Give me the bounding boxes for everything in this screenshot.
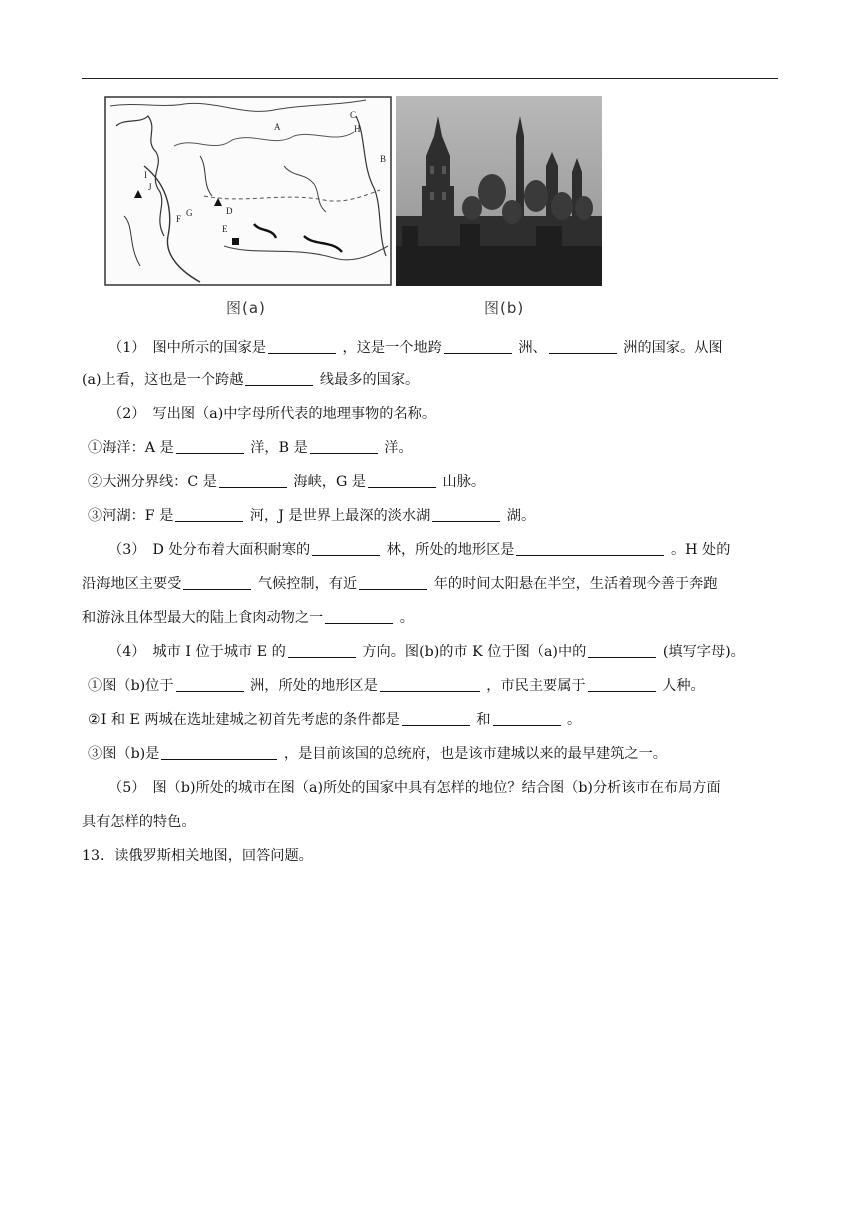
- answer-blank[interactable]: [432, 507, 500, 522]
- q4-sub-2: [88, 710, 860, 730]
- header-rule: [82, 78, 778, 79]
- answer-blank[interactable]: [312, 541, 380, 556]
- q1-line-2: [82, 370, 860, 390]
- map-label-e: E: [222, 224, 228, 234]
- q3-text: 年的时间太阳悬在半空，生活着现今善于奔跑: [433, 576, 718, 592]
- answer-blank[interactable]: [516, 541, 664, 556]
- q4-text: ，市民主要属于: [486, 678, 586, 694]
- q4-text: 洲，所处的地形区是: [250, 678, 378, 694]
- map-label-f: F: [176, 214, 182, 224]
- map-label-i: I: [144, 170, 147, 180]
- map-label-g: G: [186, 208, 193, 218]
- q3-line-1: [108, 540, 860, 560]
- q13-heading: 13．读俄罗斯相关地图，回答问题。: [82, 848, 313, 864]
- map-label-h: H: [354, 124, 361, 134]
- figure-a-caption: 图(a): [226, 299, 266, 317]
- answer-blank[interactable]: [444, 339, 512, 354]
- answer-blank[interactable]: [380, 677, 480, 692]
- map-label-b: B: [380, 154, 387, 164]
- q2-text: ③河湖：F 是: [88, 508, 174, 524]
- answer-blank[interactable]: [183, 575, 251, 590]
- answer-blank[interactable]: [310, 439, 378, 454]
- q3-line-3: [82, 608, 860, 628]
- answer-blank[interactable]: [219, 473, 287, 488]
- q3-text: （3） D 处分布着大面积耐寒的: [108, 542, 311, 558]
- answer-blank[interactable]: [176, 439, 244, 454]
- q5-line-2: 具有怎样的特色。: [82, 814, 196, 830]
- answer-blank[interactable]: [588, 643, 656, 658]
- q4-text: 。: [567, 712, 582, 728]
- answer-blank[interactable]: [493, 711, 561, 726]
- answer-blank[interactable]: [268, 339, 336, 354]
- q3-text: 。H 处的: [670, 542, 731, 558]
- q1-text: ，这是一个地跨: [342, 340, 442, 356]
- figure-b-caption: 图(b): [484, 299, 525, 317]
- q1-text: (a)上看，这也是一个跨越: [82, 372, 244, 388]
- map-label-c: C: [350, 110, 357, 120]
- q4-text: （4） 城市 I 位于城市 E 的: [108, 644, 286, 660]
- answer-blank[interactable]: [245, 371, 313, 386]
- q1-text: 洲的国家。从图: [623, 340, 723, 356]
- q2-line-1: （2） 写出图（a)中字母所代表的地理事物的名称。: [108, 406, 437, 422]
- answer-blank[interactable]: [288, 643, 356, 658]
- q1-text: （1） 图中所示的国家是: [108, 340, 266, 356]
- map-label-d: D: [226, 206, 233, 216]
- q2-text: 山脉。: [442, 474, 486, 490]
- answer-blank[interactable]: [588, 677, 656, 692]
- q4-text: ①图（b)位于: [88, 678, 174, 694]
- q2-text: 洋。: [384, 440, 413, 456]
- q3-text: 。: [399, 610, 414, 626]
- q2-sub-2: [88, 472, 860, 492]
- q4-text: 方向。图(b)的市 K 位于图（a)中的: [362, 644, 587, 660]
- kremlin-photo-figure: [396, 96, 602, 286]
- q1-text: 洲、: [518, 340, 547, 356]
- q3-text: 气候控制，有近: [257, 576, 358, 592]
- russia-map-figure: [104, 96, 392, 286]
- q1-text: 线最多的国家。: [319, 372, 420, 388]
- q3-line-2: [82, 574, 860, 594]
- answer-blank[interactable]: [161, 745, 277, 760]
- q4-text: 和: [476, 712, 491, 728]
- q4-text: 人种。: [662, 678, 705, 694]
- q3-text: 林，所处的地形区是: [386, 542, 515, 558]
- q4-line-1: [108, 642, 860, 662]
- q2-text: 海峡，G 是: [293, 474, 366, 490]
- answer-blank[interactable]: [176, 677, 244, 692]
- answer-blank[interactable]: [359, 575, 427, 590]
- q2-sub-1: [88, 438, 860, 458]
- q4-sub-3: [88, 744, 860, 764]
- q3-text: 和游泳且体型最大的陆上食肉动物之一: [82, 610, 324, 626]
- q4-text: ，是目前该国的总统府，也是该市建城以来的最早建筑之一。: [283, 746, 667, 762]
- map-label-a: A: [274, 122, 281, 132]
- q2-text: 洋，B 是: [250, 440, 308, 456]
- q2-text: 河，J 是世界上最深的淡水湖: [249, 508, 431, 524]
- q2-sub-3: [88, 506, 860, 526]
- q4-text: ②I 和 E 两城在选址建城之初首先考虑的条件都是: [88, 712, 400, 728]
- answer-blank[interactable]: [402, 711, 470, 726]
- answer-blank[interactable]: [175, 507, 243, 522]
- answer-blank[interactable]: [368, 473, 436, 488]
- q2-text: ②大洲分界线：C 是: [88, 474, 217, 490]
- q3-text: 沿海地区主要受: [82, 576, 182, 592]
- map-label-j: J: [148, 182, 152, 192]
- q5-line-1: （5） 图（b)所处的城市在图（a)所处的国家中具有怎样的地位？结合图（b)分析该市在布局方面: [108, 780, 721, 796]
- q4-text: (填写字母)。: [662, 644, 745, 660]
- q4-text: ③图（b)是: [88, 746, 160, 762]
- q1-line-1: [108, 338, 860, 358]
- answer-blank[interactable]: [325, 609, 393, 624]
- q4-sub-1: [88, 676, 860, 696]
- answer-blank[interactable]: [549, 339, 617, 354]
- q2-text: 湖。: [506, 508, 536, 524]
- q2-text: ①海洋：A 是: [88, 440, 174, 456]
